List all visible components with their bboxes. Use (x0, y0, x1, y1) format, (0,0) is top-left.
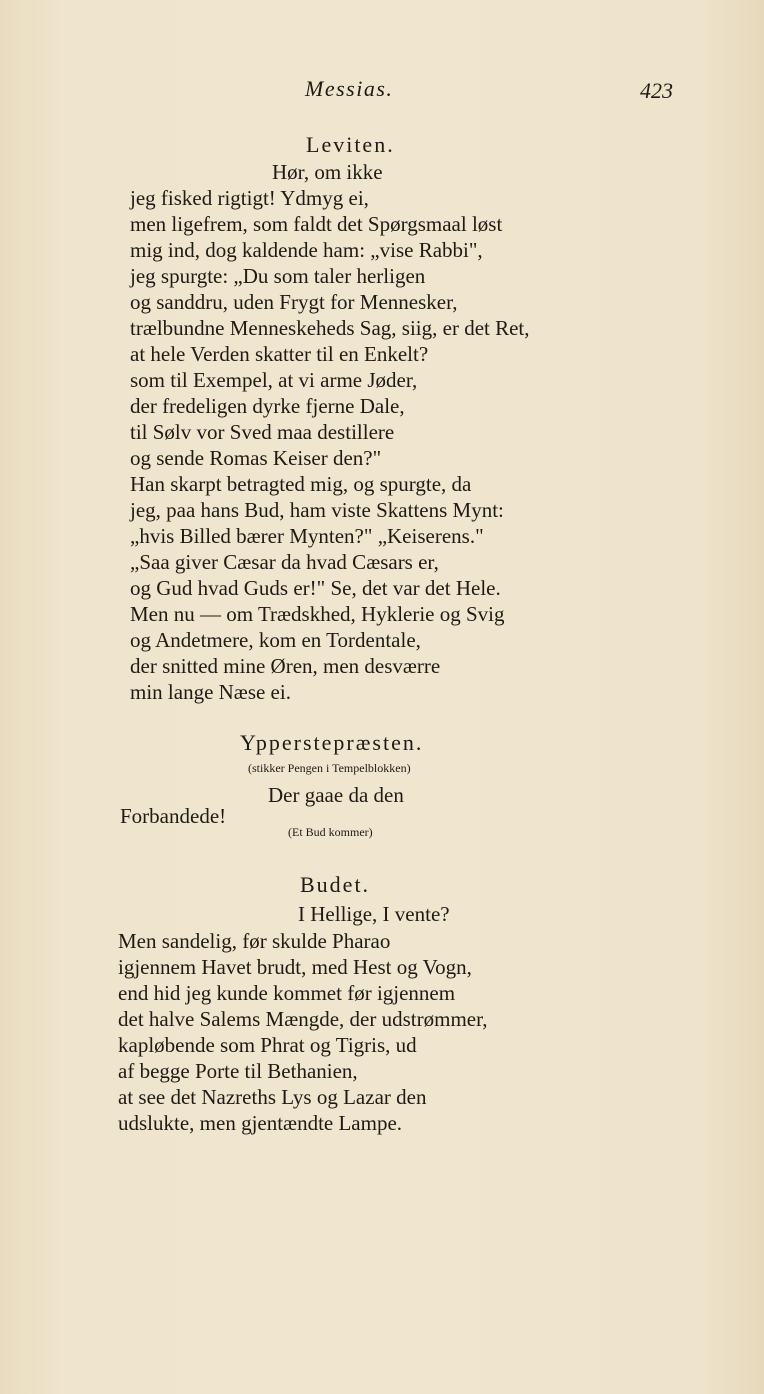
verse-line: det halve Salems Mængde, der udstrømmer, (118, 1007, 488, 1031)
verse-line: af begge Porte til Bethanien, (118, 1059, 358, 1083)
verse-first-line: I Hellige, I vente? (298, 902, 450, 926)
verse-line: der snitted mine Øren, men desværre (130, 654, 441, 678)
verse-line: Han skarpt betragted mig, og spurgte, da (130, 472, 472, 496)
verse-line: igjennem Havet brudt, med Hest og Vogn, (118, 955, 472, 979)
running-header-title: Messias. (305, 76, 394, 101)
verse-line: og sende Romas Keiser den?" (130, 446, 382, 470)
verse-line: „hvis Billed bærer Mynten?" „Keiserens." (130, 524, 484, 548)
verse-line: men ligefrem, som faldt det Spørgsmaal løst (130, 212, 503, 236)
verse-line: kapløbende som Phrat og Tigris, ud (118, 1033, 417, 1057)
verse-line: mig ind, dog kaldende ham: „vise Rabbi", (130, 238, 483, 262)
verse-line: jeg, paa hans Bud, ham viste Skattens Mynt: (130, 498, 504, 522)
verse-line: „Saa giver Cæsar da hvad Cæsars er, (130, 550, 439, 574)
verse-budet (118, 928, 488, 1136)
verse-line: og Andetmere, kom en Tordentale, (130, 628, 421, 652)
verse-line: som til Exempel, at vi arme Jøder, (130, 368, 418, 392)
stage-direction: (stikker Pengen i Tempelblokken) (248, 761, 411, 775)
verse-line: at see det Nazreths Lys og Lazar den (118, 1085, 427, 1109)
verse-line: at hele Verden skatter til en Enkelt? (130, 342, 429, 366)
verse-line: end hid jeg kunde kommet før igjennem (118, 981, 456, 1005)
stage-direction: (Et Bud kommer) (288, 825, 373, 839)
verse-line: jeg spurgte: „Du som taler herligen (130, 264, 426, 288)
verse-line: Der gaae da den (268, 783, 404, 807)
verse-leviten (130, 185, 530, 705)
verse-line: til Sølv vor Sved maa destillere (130, 420, 395, 444)
verse-line: trælbundne Menneskeheds Sag, siig, er det Ret, (130, 316, 530, 340)
speaker-leviten: Leviten. (306, 132, 395, 157)
verse-line: Forbandede! (120, 804, 227, 828)
verse-line: og sanddru, uden Frygt for Mennesker, (130, 290, 458, 314)
verse-line: Men sandelig, før skulde Pharao (118, 929, 391, 953)
verse-first-line: Hør, om ikke (272, 160, 383, 184)
verse-line: jeg fisked rigtigt! Ydmyg ei, (130, 186, 369, 210)
page-number: 423 (640, 78, 673, 103)
verse-line: der fredeligen dyrke fjerne Dale, (130, 394, 405, 418)
verse-line: og Gud hvad Guds er!" Se, det var det Hele. (130, 576, 501, 600)
verse-line: udslukte, men gjentændte Lampe. (118, 1111, 403, 1135)
speaker-ypperstepraesten: Ypperstepræsten. (240, 730, 424, 755)
speaker-budet: Budet. (300, 872, 371, 897)
verse-line: Men nu — om Trædskhed, Hyklerie og Svig (130, 602, 505, 626)
verse-line: min lange Næse ei. (130, 680, 291, 704)
